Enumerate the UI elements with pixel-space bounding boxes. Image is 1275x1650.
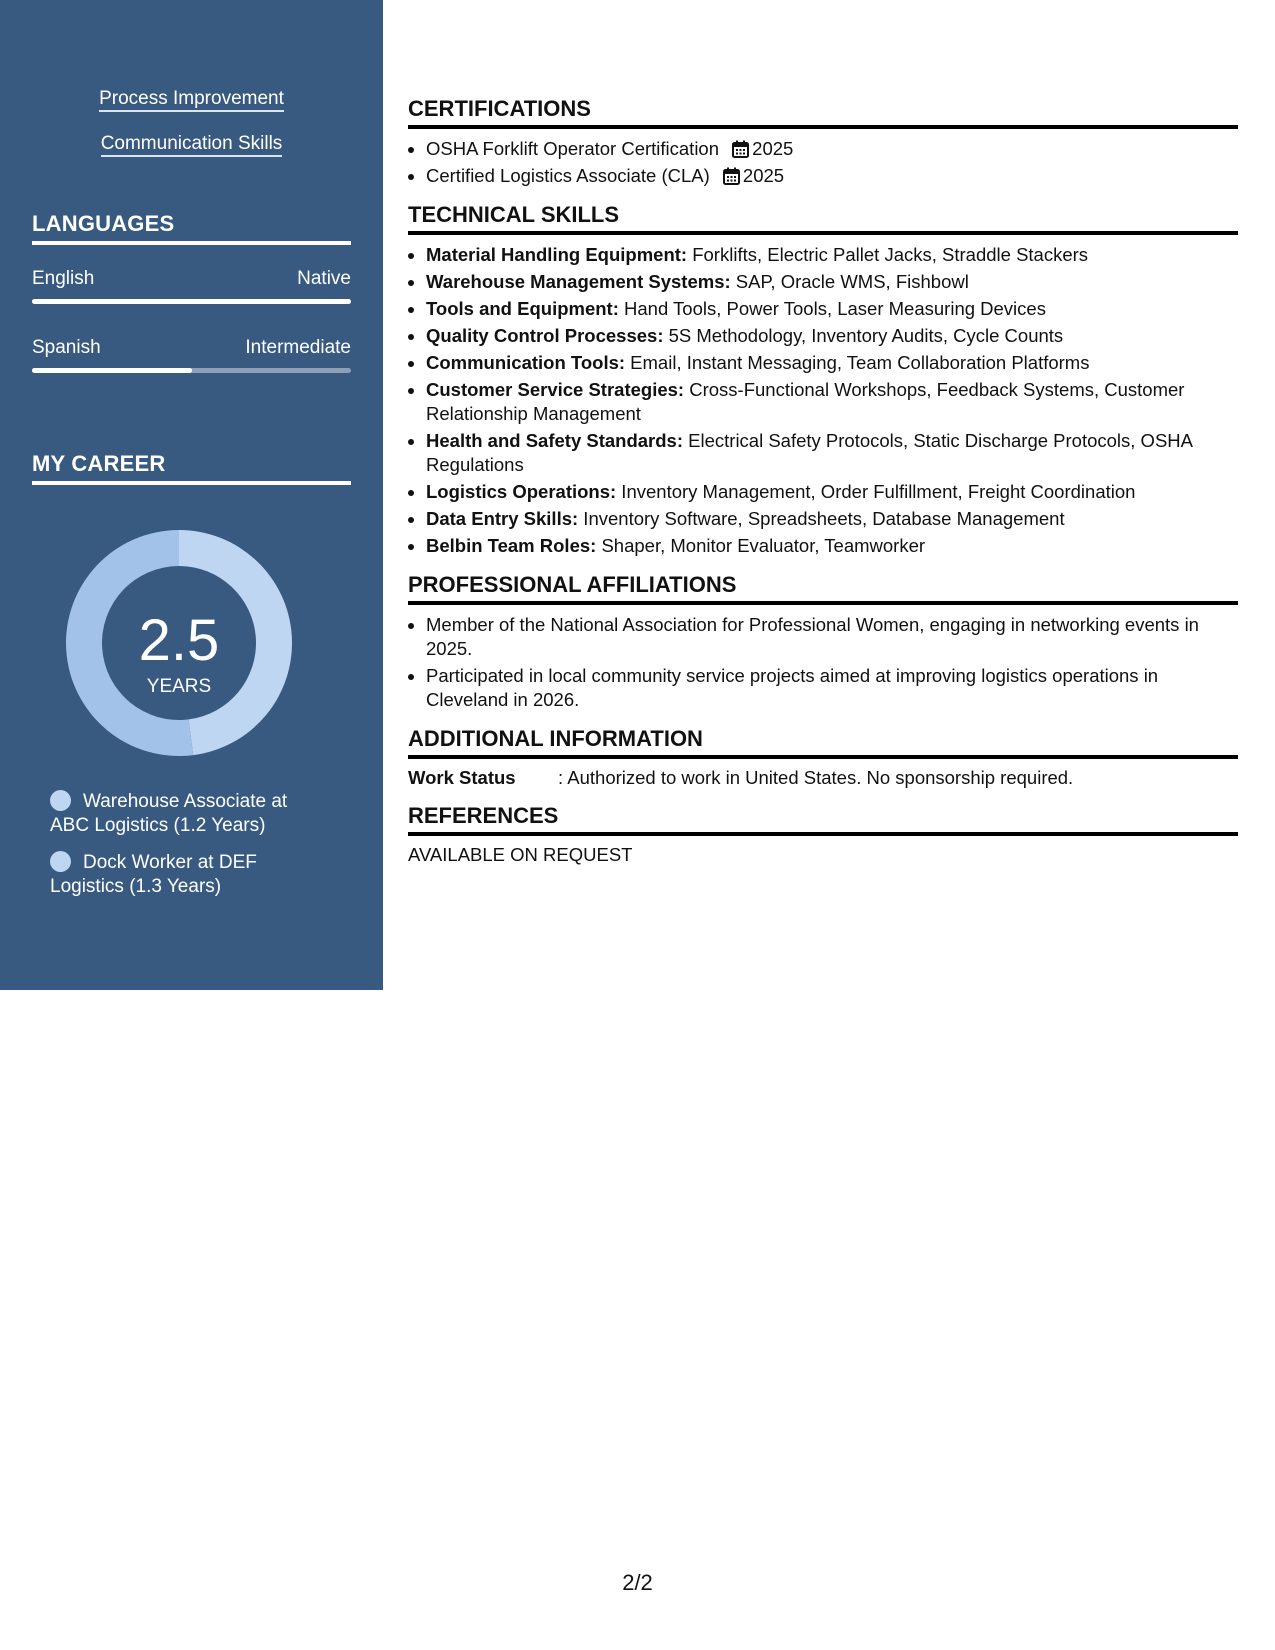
skill-tag-label: Process Improvement [99, 88, 284, 112]
language-row [32, 268, 351, 290]
skill-item [426, 378, 1238, 426]
certification-item [426, 164, 1238, 188]
skill-label: Tools and Equipment: [426, 298, 619, 319]
additional-info-heading: ADDITIONAL INFORMATION [408, 726, 1238, 759]
career-unit: YEARS [146, 676, 212, 697]
affiliations-list [408, 613, 1238, 712]
certifications-list [408, 137, 1238, 188]
technical-skills-heading: TECHNICAL SKILLS [408, 202, 1238, 235]
affiliation-item: • Participated in local community service projects aimed at improving logistics operations in Cleveland in 2026. [426, 664, 1238, 712]
career-total: 2.5 [138, 608, 220, 673]
career-item [50, 851, 310, 899]
certification-year: 2025 [742, 165, 785, 186]
skill-item [426, 270, 1238, 294]
skill-item [426, 351, 1238, 375]
bullet-dot-icon [50, 851, 71, 872]
languages-heading: LANGUAGES [32, 211, 351, 245]
affiliation-item: • Member of the National Association for Professional Women, engaging in networking events in 2025. [426, 613, 1238, 661]
skill-text: Email, Instant Messaging, Team Collaboration Platforms [625, 352, 1090, 373]
skill-item [426, 324, 1238, 348]
skill-label: Material Handling Equipment: [426, 244, 688, 265]
skill-item [426, 429, 1238, 477]
calendar-icon [732, 140, 749, 158]
career-heading: MY CAREER [32, 451, 351, 485]
technical-skills-list [408, 243, 1238, 558]
skill-item [426, 534, 1238, 558]
skill-item [426, 297, 1238, 321]
work-status-row [408, 767, 1238, 789]
skill-item [426, 507, 1238, 531]
work-status-value: : Authorized to work in United States. No sponsorship required. [558, 767, 1074, 788]
language-proficiency-fill [32, 299, 351, 304]
main-content [408, 96, 1238, 866]
language-row [32, 337, 351, 359]
skill-text: Forklifts, Electric Pallet Jacks, Straddle Stackers [687, 244, 1089, 265]
career-item [50, 790, 310, 838]
references-heading: REFERENCES [408, 803, 1238, 836]
skill-tag [0, 88, 383, 110]
skill-item [426, 480, 1238, 504]
references-text: AVAILABLE ON REQUEST [408, 844, 633, 865]
skill-tag [0, 133, 383, 155]
skill-text: Electrical Safety Protocols, Static Discharge Protocols, OSHA Regulations [426, 430, 1192, 475]
certifications-heading: CERTIFICATIONS [408, 96, 1238, 129]
affiliations-heading: PROFESSIONAL AFFILIATIONS [408, 572, 1238, 605]
career-item-text: Warehouse Associate at ABC Logistics (1.2 Years) [50, 791, 288, 836]
language-proficiency-bar [32, 368, 351, 373]
certification-date [732, 138, 793, 159]
skill-item [426, 243, 1238, 267]
language-level: Native [297, 268, 351, 289]
language-proficiency-fill [32, 368, 192, 373]
skill-text: Inventory Software, Spreadsheets, Database Management [578, 508, 1065, 529]
skill-label: Health and Safety Standards: [426, 430, 684, 451]
skill-text: Inventory Management, Order Fulfillment, Freight Coordination [616, 481, 1136, 502]
skill-text: Hand Tools, Power Tools, Laser Measuring Devices [618, 298, 1046, 319]
certification-name: Certified Logistics Associate (CLA) [426, 165, 710, 186]
skill-text: SAP, Oracle WMS, Fishbowl [730, 271, 969, 292]
skill-label: Customer Service Strategies: [426, 379, 685, 400]
skill-label: Logistics Operations: [426, 481, 617, 502]
skill-text: Cross-Functional Workshops, Feedback Systems, Customer Relationship Management [426, 379, 1185, 424]
skill-label: Data Entry Skills: [426, 508, 579, 529]
language-proficiency-bar [32, 299, 351, 304]
skill-label: Warehouse Management Systems: [426, 271, 731, 292]
language-name: Spanish [32, 337, 101, 358]
page-number: 2/2 [622, 1570, 653, 1595]
certification-name: OSHA Forklift Operator Certification [426, 138, 720, 159]
language-level: Intermediate [245, 337, 351, 358]
sidebar [0, 0, 383, 990]
career-donut-svg [66, 530, 292, 756]
skill-label: Communication Tools: [426, 352, 626, 373]
certification-date [723, 165, 784, 186]
language-name: English [32, 268, 95, 289]
work-status-label: Work Status [408, 767, 516, 788]
skill-text: 5S Methodology, Inventory Audits, Cycle Counts [663, 325, 1064, 346]
certification-year: 2025 [752, 138, 794, 159]
bullet-dot-icon [50, 790, 71, 811]
skill-label: Belbin Team Roles: [426, 535, 597, 556]
skill-tag-label: Communication Skills [101, 133, 283, 157]
skill-text: Shaper, Monitor Evaluator, Teamworker [596, 535, 926, 556]
career-donut-chart [66, 530, 292, 756]
certification-item [426, 137, 1238, 161]
career-item-text: Dock Worker at DEF Logistics (1.3 Years) [50, 852, 257, 897]
skill-label: Quality Control Processes: [426, 325, 664, 346]
calendar-icon [723, 167, 740, 185]
